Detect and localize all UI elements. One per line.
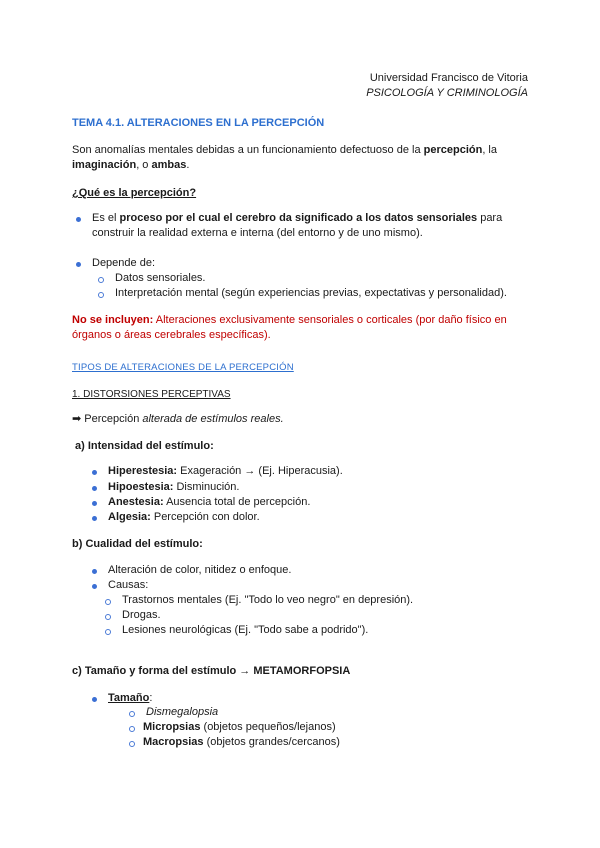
intro-bold-percepcion: percepción bbox=[423, 144, 483, 156]
desc: (objetos grandes/cercanos) bbox=[203, 736, 340, 748]
list-item: Causas: bbox=[108, 579, 149, 591]
sub-bullet-circle-icon bbox=[98, 292, 104, 298]
intro-line-1 bbox=[72, 143, 497, 158]
desc: Exageración → (Ej. Hiperacusia). bbox=[177, 465, 343, 477]
cause-item: Drogas. bbox=[122, 609, 161, 621]
question-heading: ¿Qué es la percepción? bbox=[72, 187, 197, 199]
term: Micropsias bbox=[143, 721, 201, 733]
cause-item: Lesiones neurológicas (Ej. "Todo sabe a podrido"). bbox=[122, 624, 369, 636]
excluded-label: No se incluyen: bbox=[72, 314, 154, 326]
types-link[interactable]: TIPOS DE ALTERACIONES DE LA PERCEPCIÓN bbox=[72, 362, 294, 373]
arrow-line bbox=[72, 412, 284, 427]
sub-bullet-circle-icon bbox=[105, 629, 111, 635]
arrow-line-text: Percepción bbox=[81, 413, 143, 425]
bullet-dot-icon bbox=[92, 501, 97, 506]
bullet-dot-icon bbox=[92, 486, 97, 491]
desc: Percepción con dolor. bbox=[150, 511, 260, 523]
intro-text: , la bbox=[482, 144, 497, 156]
excluded-line-1 bbox=[72, 313, 507, 328]
bullet-dot-icon bbox=[92, 516, 97, 521]
subsection-heading-c: c) Tamaño y forma del estímulo → METAMORFOPSIA bbox=[72, 665, 351, 677]
arrow-right-icon: ➡ bbox=[72, 413, 82, 425]
intro-bold-ambas: ambas bbox=[151, 159, 187, 171]
list-item bbox=[108, 495, 310, 510]
definition-text: Es el bbox=[92, 212, 120, 224]
header-course: PSICOLOGÍA Y CRIMINOLOGÍA bbox=[366, 87, 528, 99]
arrow-line-italic: alterada de estímulos reales. bbox=[142, 413, 284, 425]
size-label-text: Tamaño bbox=[108, 692, 150, 704]
definition-line-1 bbox=[92, 211, 502, 226]
subsection-heading-a: a) Intensidad del estímulo: bbox=[75, 440, 214, 452]
sub-bullet-circle-icon bbox=[105, 599, 111, 605]
definition-bold: proceso por el cual el cerebro da significado a los datos sensoriales bbox=[119, 212, 478, 224]
bullet-dot-icon bbox=[92, 584, 97, 589]
cause-item: Trastornos mentales (Ej. "Todo lo veo negro" en depresión). bbox=[122, 594, 414, 606]
depends-label: Depende de: bbox=[92, 257, 155, 269]
desc: Disminución. bbox=[173, 481, 240, 493]
bullet-dot-icon bbox=[76, 217, 81, 222]
term: Anestesia: bbox=[108, 496, 164, 508]
desc: (objetos pequeños/lejanos) bbox=[200, 721, 336, 733]
term: Algesia: bbox=[108, 511, 151, 523]
sub-bullet-circle-icon bbox=[98, 277, 104, 283]
list-item bbox=[108, 510, 260, 525]
depends-item: Datos sensoriales. bbox=[115, 272, 206, 284]
desc: Ausencia total de percepción. bbox=[163, 496, 311, 508]
definition-line-2: construir la realidad externa e interna (del entorno y de uno mismo). bbox=[92, 227, 423, 239]
size-item bbox=[143, 735, 340, 750]
subsection-heading-b: b) Cualidad del estímulo: bbox=[72, 538, 203, 550]
size-item bbox=[143, 720, 336, 735]
size-label bbox=[108, 691, 152, 706]
bullet-dot-icon bbox=[92, 697, 97, 702]
intro-text: . bbox=[186, 159, 190, 171]
section-heading: 1. DISTORSIONES PERCEPTIVAS bbox=[72, 389, 231, 400]
excluded-text: Alteraciones exclusivamente sensoriales o corticales (por daño físico en bbox=[153, 314, 507, 326]
term: Hiperestesia: bbox=[108, 465, 178, 477]
bullet-dot-icon bbox=[92, 470, 97, 475]
sub-bullet-circle-icon bbox=[105, 614, 111, 620]
size-item: Dismegalopsia bbox=[146, 706, 219, 718]
intro-text: , o bbox=[136, 159, 152, 171]
term: Hipoestesia: bbox=[108, 481, 174, 493]
sub-bullet-circle-icon bbox=[129, 711, 135, 717]
page-title: TEMA 4.1. ALTERACIONES EN LA PERCEPCIÓN bbox=[72, 117, 325, 129]
term: Macropsias bbox=[143, 736, 204, 748]
list-item bbox=[108, 464, 343, 479]
bullet-dot-icon bbox=[76, 262, 81, 267]
header-university: Universidad Francisco de Vitoria bbox=[369, 72, 528, 84]
definition-text: para bbox=[477, 212, 503, 224]
intro-line-2 bbox=[72, 158, 189, 173]
size-label-colon: : bbox=[149, 692, 153, 704]
sub-bullet-circle-icon bbox=[129, 741, 135, 747]
intro-text: Son anomalías mentales debidas a un funcionamiento defectuoso de la bbox=[72, 144, 424, 156]
list-item: Alteración de color, nitidez o enfoque. bbox=[108, 564, 292, 576]
depends-item: Interpretación mental (según experiencias previas, expectativas y personalidad). bbox=[115, 287, 507, 299]
sub-bullet-circle-icon bbox=[129, 726, 135, 732]
excluded-line-2: órganos o áreas cerebrales específicas). bbox=[72, 329, 271, 341]
bullet-dot-icon bbox=[92, 569, 97, 574]
intro-bold-imaginacion: imaginación bbox=[72, 159, 137, 171]
list-item bbox=[108, 480, 239, 495]
